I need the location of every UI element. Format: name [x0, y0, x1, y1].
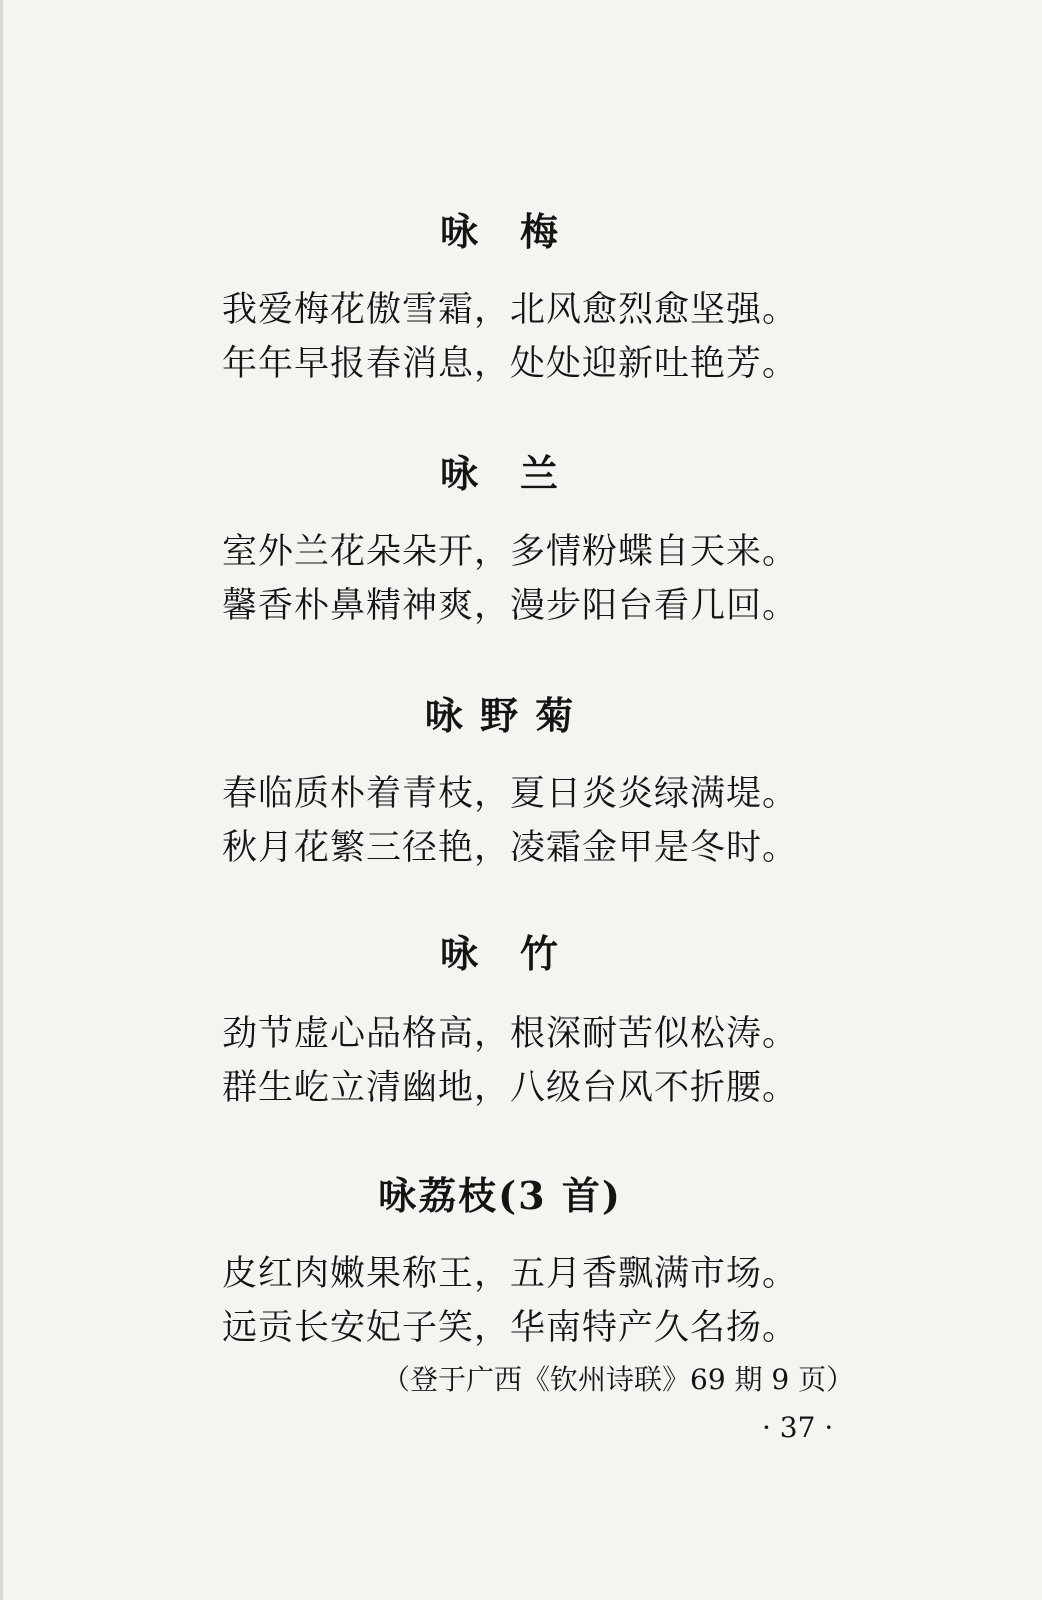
source-note: （登于广西《钦州诗联》69 期 9 页）: [382, 1363, 855, 1396]
poem-line: 年年早报春消息，处处迎新吐艳芳。: [222, 344, 799, 384]
poem-title: 咏荔枝(3 首): [378, 1173, 622, 1218]
poem-line: 群生屹立清幽地，八级台风不折腰。: [222, 1068, 799, 1108]
poem-title: 咏 野 菊: [424, 693, 576, 738]
page-number: · 37 ·: [762, 1411, 834, 1444]
poem-line: 秋月花繁三径艳，凌霜金甲是冬时。: [222, 828, 799, 868]
poem-title: 咏 梅: [439, 209, 560, 254]
poem-title: 咏 兰: [439, 451, 560, 496]
poem-line: 我爱梅花傲雪霜，北风愈烈愈坚强。: [222, 290, 799, 330]
poem-line: 春临质朴着青枝，夏日炎炎绿满堤。: [222, 774, 799, 814]
poem-line: 馨香朴鼻精神爽，漫步阳台看几回。: [222, 586, 799, 626]
poem-line: 劲节虚心品格高，根深耐苦似松涛。: [222, 1014, 799, 1054]
poem-line: 皮红肉嫩果称王，五月香飘满市场。: [222, 1254, 799, 1294]
poem-title: 咏 竹: [439, 931, 560, 976]
poem-line: 室外兰花朵朵开，多情粉蝶自天来。: [222, 532, 799, 572]
poem-line: 远贡长安妃子笑，华南特产久名扬。: [222, 1308, 799, 1348]
